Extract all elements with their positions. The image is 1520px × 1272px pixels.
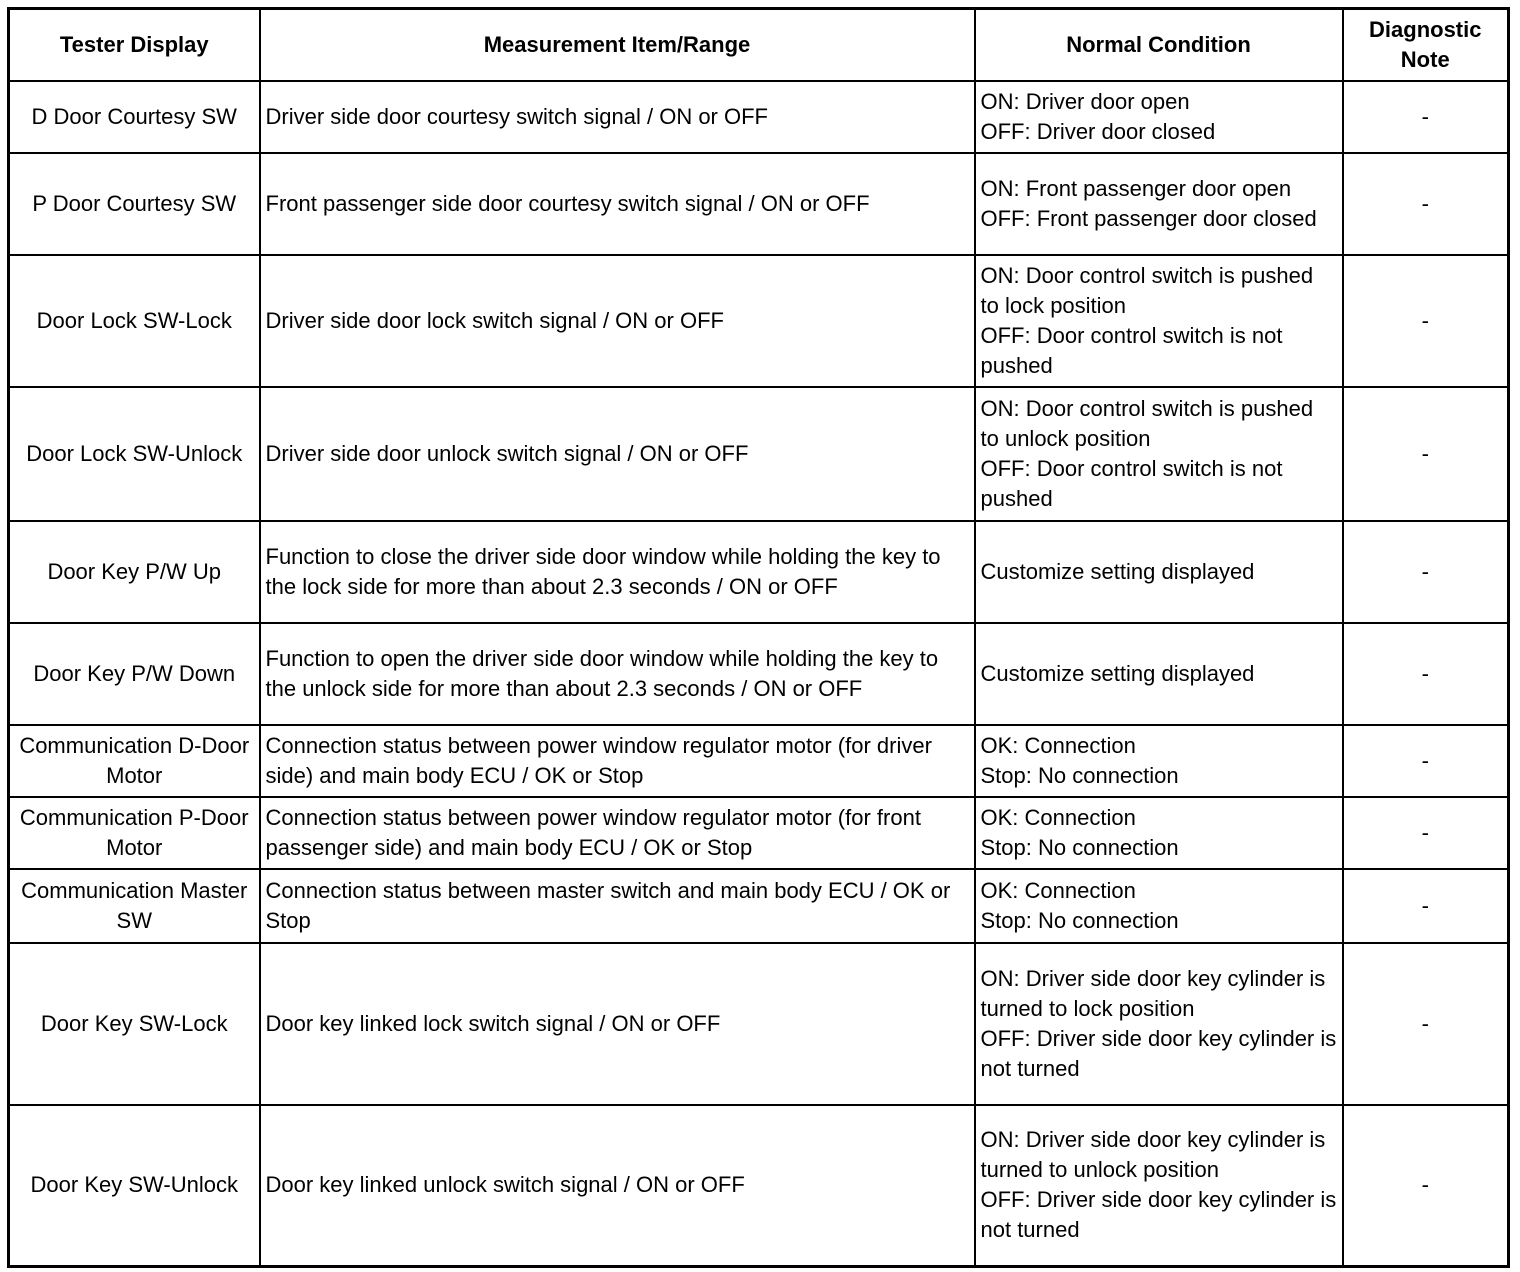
table-row [9, 869, 1509, 943]
cell-note: - [1343, 943, 1509, 1105]
table-row [9, 81, 1509, 153]
cell-tester: Door Key SW-Unlock [9, 1105, 260, 1267]
header-measurement: Measurement Item/Range [260, 9, 975, 81]
cell-measurement: Front passenger side door courtesy switch signal / ON or OFF [260, 153, 975, 255]
cell-note: - [1343, 387, 1509, 521]
cell-measurement: Driver side door courtesy switch signal / ON or OFF [260, 81, 975, 153]
cell-tester: Door Key P/W Up [9, 521, 260, 623]
header-tester-display: Tester Display [9, 9, 260, 81]
cell-normal: OK: Connection Stop: No connection [975, 869, 1343, 943]
table-row [9, 153, 1509, 255]
cell-note: - [1343, 153, 1509, 255]
cell-note: - [1343, 869, 1509, 943]
table-row [9, 725, 1509, 797]
cell-normal: Customize setting displayed [975, 521, 1343, 623]
cell-measurement: Connection status between power window regulator motor (for front passenger side) and main body ECU / OK or Stop [260, 797, 975, 869]
cell-note: - [1343, 623, 1509, 725]
data-list-table [7, 7, 1510, 1268]
cell-note: - [1343, 521, 1509, 623]
cell-normal: Customize setting displayed [975, 623, 1343, 725]
header-row [9, 9, 1509, 81]
table-body [9, 81, 1509, 1267]
header-normal-condition: Normal Condition [975, 9, 1343, 81]
cell-measurement: Function to open the driver side door window while holding the key to the unlock side for more than about 2.3 seconds / ON or OFF [260, 623, 975, 725]
cell-tester: P Door Courtesy SW [9, 153, 260, 255]
cell-note: - [1343, 255, 1509, 387]
cell-normal: ON: Door control switch is pushed to unlock position OFF: Door control switch is not pushed [975, 387, 1343, 521]
cell-normal: ON: Driver side door key cylinder is turned to unlock position OFF: Driver side door key cylinder is not turned [975, 1105, 1343, 1267]
cell-tester: Communication Master SW [9, 869, 260, 943]
cell-measurement: Connection status between master switch and main body ECU / OK or Stop [260, 869, 975, 943]
table-row [9, 943, 1509, 1105]
table-row [9, 387, 1509, 521]
table-row [9, 623, 1509, 725]
cell-note: - [1343, 797, 1509, 869]
cell-tester: Door Lock SW-Lock [9, 255, 260, 387]
cell-measurement: Door key linked unlock switch signal / ON or OFF [260, 1105, 975, 1267]
cell-measurement: Door key linked lock switch signal / ON or OFF [260, 943, 975, 1105]
cell-normal: OK: Connection Stop: No connection [975, 725, 1343, 797]
cell-measurement: Driver side door unlock switch signal / ON or OFF [260, 387, 975, 521]
table-row [9, 255, 1509, 387]
cell-tester: Communication P-Door Motor [9, 797, 260, 869]
cell-note: - [1343, 725, 1509, 797]
table-header [9, 9, 1509, 81]
cell-normal: OK: Connection Stop: No connection [975, 797, 1343, 869]
cell-tester: Door Key SW-Lock [9, 943, 260, 1105]
cell-measurement: Function to close the driver side door window while holding the key to the lock side for more than about 2.3 seconds / ON or OFF [260, 521, 975, 623]
cell-measurement: Connection status between power window regulator motor (for driver side) and main body ECU / OK or Stop [260, 725, 975, 797]
table-row [9, 1105, 1509, 1267]
cell-measurement: Driver side door lock switch signal / ON or OFF [260, 255, 975, 387]
header-diagnostic-note: Diagnostic Note [1343, 9, 1509, 81]
table-row [9, 797, 1509, 869]
cell-tester: D Door Courtesy SW [9, 81, 260, 153]
cell-normal: ON: Driver side door key cylinder is turned to lock position OFF: Driver side door key cylinder is not turned [975, 943, 1343, 1105]
cell-normal: ON: Front passenger door open OFF: Front passenger door closed [975, 153, 1343, 255]
cell-tester: Communication D-Door Motor [9, 725, 260, 797]
cell-normal: ON: Driver door open OFF: Driver door closed [975, 81, 1343, 153]
cell-normal: ON: Door control switch is pushed to lock position OFF: Door control switch is not pushed [975, 255, 1343, 387]
cell-tester: Door Key P/W Down [9, 623, 260, 725]
cell-tester: Door Lock SW-Unlock [9, 387, 260, 521]
cell-note: - [1343, 81, 1509, 153]
table-row [9, 521, 1509, 623]
cell-note: - [1343, 1105, 1509, 1267]
